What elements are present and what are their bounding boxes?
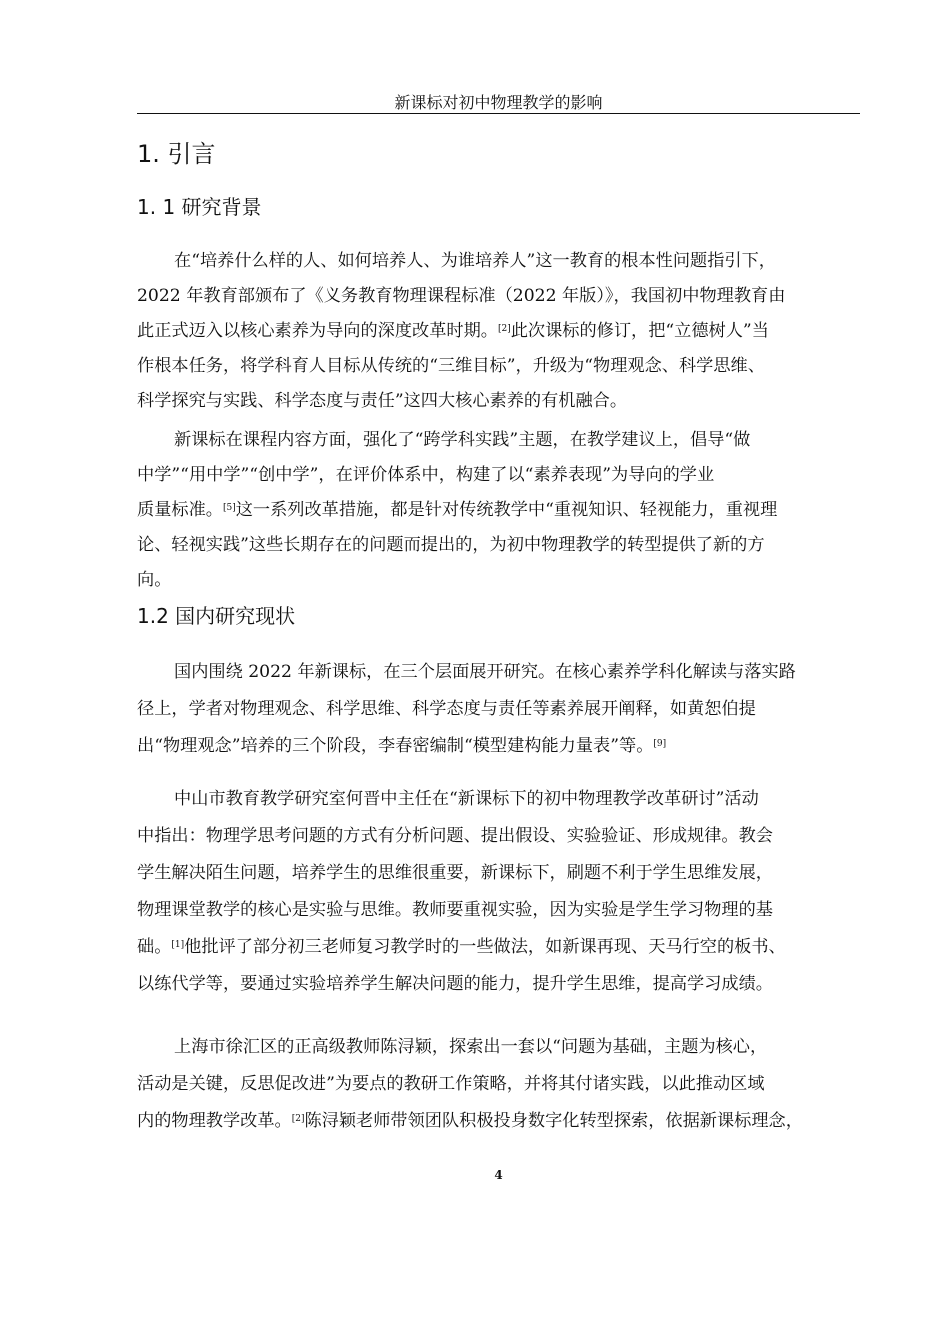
text-segment: 出“物理观念”培养的三个阶段，李春密编制“模型建构能力量表”等。 <box>137 736 654 756</box>
section-1-1-heading: 1. 1 研究背景 <box>137 195 262 219</box>
text-line: 物理课堂教学的核心是实验与思维。教师要重视实验，因为实验是学生学习物理的基 <box>137 900 773 920</box>
citation-ref[interactable]: [1] <box>171 940 185 950</box>
text-line: 以练代学等，要通过实验培养学生解决问题的能力，提升学生思维，提高学习成绩。 <box>137 974 773 994</box>
research-paragraph-3 <box>137 1029 877 1140</box>
text-line <box>137 728 877 765</box>
text-segment: 此次课标的修订，把“立德树人”当 <box>510 321 769 341</box>
text-line: 国内围绕 2022 年新课标，在三个层面展开研究。在核心素养学科化解读与落实路 <box>174 662 796 682</box>
background-paragraph-1 <box>137 244 877 419</box>
text-line: 中学”“用中学”“创中学”，在评价体系中，构建了以“素养表现”为导向的学业 <box>137 465 715 485</box>
text-line <box>137 493 877 528</box>
text-line: 论、轻视实践”这些长期存在的问题而提出的，为初中物理教学的转型提供了新的方 <box>137 535 765 555</box>
text-line: 新课标在课程内容方面，强化了“跨学科实践”主题，在教学建议上，倡导“做 <box>174 430 751 450</box>
running-header: 新课标对初中物理教学的影响 <box>394 93 603 112</box>
header-rule <box>137 113 860 114</box>
text-line: 在“培养什么样的人、如何培养人、为谁培养人”这一教育的根本性问题指引下， <box>174 251 776 271</box>
text-segment: 础。 <box>137 937 172 957</box>
text-line: 向。 <box>137 570 172 590</box>
text-line: 活动是关键，反思促改进”为要点的教研工作策略，并将其付诸实践，以此推动区域 <box>137 1074 765 1094</box>
text-line: 科学探究与实践、科学态度与责任”这四大核心素养的有机融合。 <box>137 391 628 411</box>
text-line <box>137 929 877 966</box>
text-line: 作根本任务，将学科育人目标从传统的“三维目标”，升级为“物理观念、科学思维、 <box>137 356 765 376</box>
research-paragraph-2 <box>137 781 877 1003</box>
text-line: 中指出：物理学思考问题的方式有分析问题、提出假设、实验验证、形成规律。教会 <box>137 826 773 846</box>
text-line <box>137 1103 877 1140</box>
text-line: 中山市教育教学研究室何晋中主任在“新课标下的初中物理教学改革研讨”活动 <box>174 789 759 809</box>
text-line: 2022 年教育部颁布了《义务教育物理课程标准（2022 年版）》，我国初中物理教育由 <box>137 286 786 306</box>
text-segment: 这一系列改革措施，都是针对传统教学中“重视知识、轻视能力，重视理 <box>235 500 778 520</box>
text-line <box>137 314 877 349</box>
text-segment: 此正式迈入以核心素养为导向的深度改革时期。 <box>137 321 498 341</box>
text-line: 学生解决陌生问题，培养学生的思维很重要，新课标下，刷题不利于学生思维发展， <box>137 863 773 883</box>
citation-ref[interactable]: [2] <box>291 1114 305 1124</box>
text-segment: 内的物理教学改革。 <box>137 1111 292 1131</box>
page-number: 4 <box>494 1168 503 1182</box>
citation-ref[interactable]: [2] <box>497 324 511 334</box>
text-segment: 质量标准。 <box>137 500 223 520</box>
section-1-2-heading: 1.2 国内研究现状 <box>137 604 296 628</box>
background-paragraph-2 <box>137 423 877 598</box>
research-paragraph-1 <box>137 654 877 765</box>
citation-ref[interactable]: [9] <box>653 739 667 749</box>
text-line: 径上，学者对物理观念、科学思维、科学态度与责任等素养展开阐释，如黄恕伯提 <box>137 699 756 719</box>
text-segment: 陈浔颖老师带领团队积极投身数字化转型探索，依据新课标理念， <box>304 1111 803 1131</box>
citation-ref[interactable]: [5] <box>222 503 236 513</box>
text-line: 上海市徐汇区的正高级教师陈浔颖，探索出一套以“问题为基础，主题为核心， <box>174 1037 768 1057</box>
section-1-heading: 1. 引言 <box>137 140 216 168</box>
text-segment: 他批评了部分初三老师复习教学时的一些做法，如新课再现、天马行空的板书、 <box>184 937 786 957</box>
